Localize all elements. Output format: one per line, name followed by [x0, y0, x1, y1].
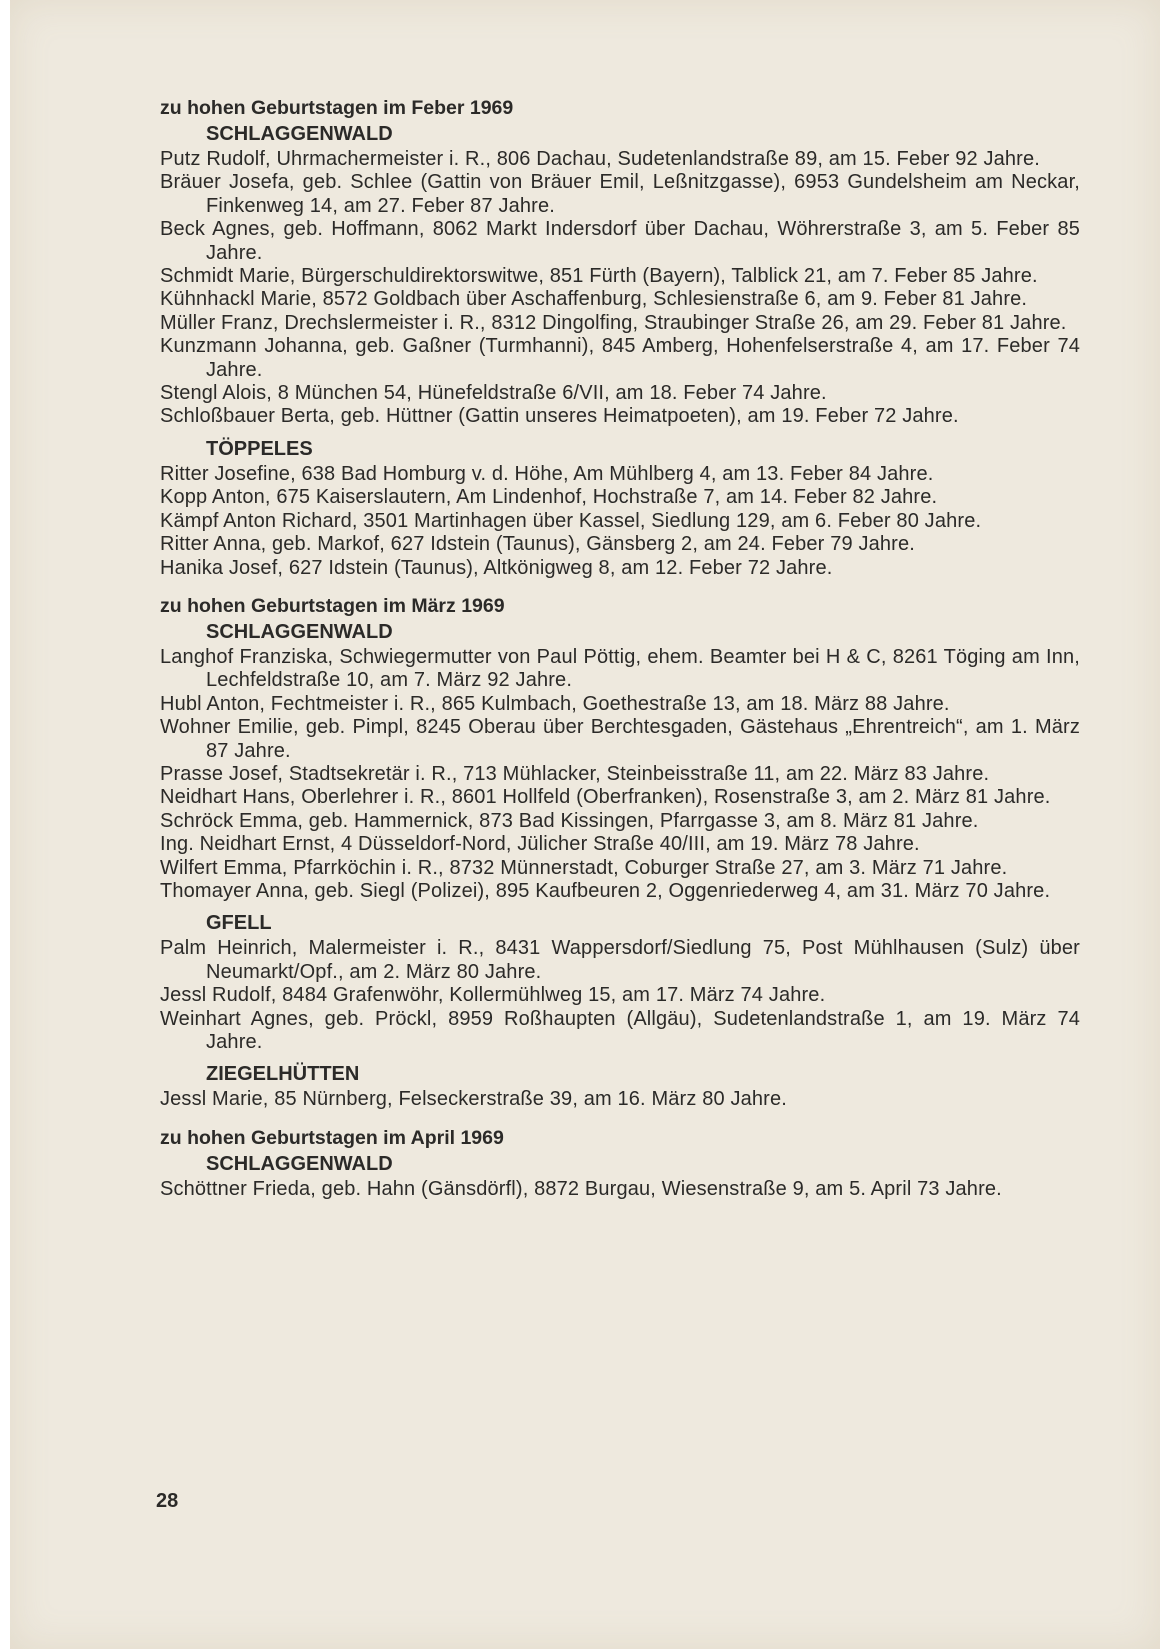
birthday-entry: Schöttner Frieda, geb. Hahn (Gänsdörfl), 8872 Burgau, Wiesenstraße 9, am 5. April 73 Jahre. — [160, 1177, 1002, 1200]
birthday-entry: Schmidt Marie, Bürgerschuldirektorswitwe, 851 Fürth (Bayern), Talblick 21, am 7. Feber 85 Jahre. — [160, 265, 1038, 288]
birthday-entry: Müller Franz, Drechslermeister i. R., 8312 Dingolfing, Straubinger Straße 26, am 29. Feber 81 Jahre. — [160, 311, 1067, 334]
place-group — [160, 122, 1080, 429]
page-sheet — [10, 0, 1160, 1649]
place-group — [160, 620, 1080, 903]
birthday-entry: Kunzmann Johanna, geb. Gaßner (Turmhanni), 845 Amberg, Hohenfelserstraße 4, am 17. Feber 74 Jahre. — [160, 335, 1080, 381]
birthday-entry: Ritter Anna, geb. Markof, 627 Idstein (Taunus), Gänsberg 2, am 24. Feber 79 Jahre. — [160, 533, 915, 556]
birthday-entry: Langhof Franziska, Schwiegermutter von Paul Pöttig, ehem. Beamter bei H & C, 8261 Töging am Inn, Lechfeldstraße 10, am 7. März 92 Jahre. — [160, 645, 1080, 692]
birthday-entry: Beck Agnes, geb. Hoffmann, 8062 Markt Indersdorf über Dachau, Wöhrerstraße 3, am 5. Feber 85 Jahre. — [160, 218, 1080, 264]
place-group — [160, 437, 1080, 580]
birthday-entry: Thomayer Anna, geb. Siegl (Polizei), 895 Kaufbeuren 2, Oggenriederweg 4, am 31. März 70 Jahre. — [160, 879, 1051, 902]
section-heading: zu hohen Geburtstagen im März 1969 — [160, 594, 505, 617]
birthday-entry: Bräuer Josefa, geb. Schlee (Gattin von Bräuer Emil, Leßnitzgasse), 6953 Gundelsheim am Neckar, Finkenweg 14, am 27. Feber 87 Jahre. — [160, 171, 1080, 217]
birthday-entry: Schröck Emma, geb. Hammernick, 873 Bad Kissingen, Pfarrgasse 3, am 8. März 81 Jahre. — [160, 809, 979, 832]
document-body — [160, 96, 1080, 1201]
birthday-entry: Neidhart Hans, Oberlehrer i. R., 8601 Hollfeld (Oberfranken), Rosenstraße 3, am 2. März 81 Jahre. — [160, 786, 1051, 809]
birthday-entry: Wilfert Emma, Pfarrköchin i. R., 8732 Münnerstadt, Coburger Straße 27, am 3. März 71 Jahre. — [160, 856, 1008, 879]
birthday-entry: Hanika Josef, 627 Idstein (Taunus), Altkönigweg 8, am 12. Feber 72 Jahre. — [160, 556, 833, 579]
place-heading: SCHLAGGENWALD — [206, 1152, 393, 1175]
place-group — [160, 1062, 1080, 1111]
birthday-entry: Jessl Marie, 85 Nürnberg, Felseckerstraße 39, am 16. März 80 Jahre. — [160, 1088, 787, 1111]
birthday-entry: Kämpf Anton Richard, 3501 Martinhagen über Kassel, Siedlung 129, am 6. Feber 80 Jahre. — [160, 509, 982, 532]
birthday-section — [160, 1126, 1080, 1201]
place-heading: SCHLAGGENWALD — [206, 620, 393, 643]
birthday-entry: Stengl Alois, 8 München 54, Hünefeldstraße 6/VII, am 18. Feber 74 Jahre. — [160, 382, 827, 405]
birthday-entry: Kühnhackl Marie, 8572 Goldbach über Aschaffenburg, Schlesienstraße 6, am 9. Feber 81 Jahre. — [160, 288, 1028, 311]
place-heading: TÖPPELES — [206, 437, 313, 460]
place-heading: ZIEGELHÜTTEN — [206, 1063, 360, 1086]
birthday-entry: Putz Rudolf, Uhrmachermeister i. R., 806 Dachau, Sudetenlandstraße 89, am 15. Feber 92 Jahre. — [160, 148, 1040, 170]
birthday-entry: Wohner Emilie, geb. Pimpl, 8245 Oberau über Berchtesgaden, Gästehaus „Ehrentreich“, am 1. März 87 Jahre. — [160, 716, 1080, 762]
section-heading: zu hohen Geburtstagen im Feber 1969 — [160, 97, 514, 119]
place-heading: SCHLAGGENWALD — [206, 123, 393, 145]
birthday-section — [160, 96, 1080, 580]
birthday-section — [160, 594, 1080, 1112]
page-number: 28 — [156, 1490, 179, 1512]
birthday-entry: Schloßbauer Berta, geb. Hüttner (Gattin unseres Heimatpoeten), am 19. Feber 72 Jahre. — [160, 405, 959, 428]
place-group — [160, 1152, 1080, 1201]
birthday-entry: Palm Heinrich, Malermeister i. R., 8431 Wappersdorf/Siedlung 75, Post Mühlhausen (Sulz) über Neumarkt/Opf., am 2. März 80 Jahre. — [160, 937, 1080, 983]
birthday-entry: Kopp Anton, 675 Kaiserslautern, Am Lindenhof, Hochstraße 7, am 14. Feber 82 Jahre. — [160, 486, 938, 509]
birthday-entry: Prasse Josef, Stadtsekretär i. R., 713 Mühlacker, Steinbeisstraße 11, am 22. März 83 Jahre. — [160, 762, 990, 785]
place-group — [160, 911, 1080, 1054]
birthday-entry: Weinhart Agnes, geb. Pröckl, 8959 Roßhaupten (Allgäu), Sudetenlandstraße 1, am 19. März 74 Jahre. — [160, 1007, 1080, 1053]
birthday-entry: Ritter Josefine, 638 Bad Homburg v. d. Höhe, Am Mühlberg 4, am 13. Feber 84 Jahre. — [160, 462, 934, 485]
birthday-entry: Jessl Rudolf, 8484 Grafenwöhr, Kollermühlweg 15, am 17. März 74 Jahre. — [160, 984, 826, 1007]
place-heading: GFELL — [206, 912, 272, 935]
birthday-entry: Ing. Neidhart Ernst, 4 Düsseldorf-Nord, Jülicher Straße 40/III, am 19. März 78 Jahre. — [160, 833, 920, 856]
section-heading: zu hohen Geburtstagen im April 1969 — [160, 1126, 504, 1149]
birthday-entry: Hubl Anton, Fechtmeister i. R., 865 Kulmbach, Goethestraße 13, am 18. März 88 Jahre. — [160, 692, 950, 715]
